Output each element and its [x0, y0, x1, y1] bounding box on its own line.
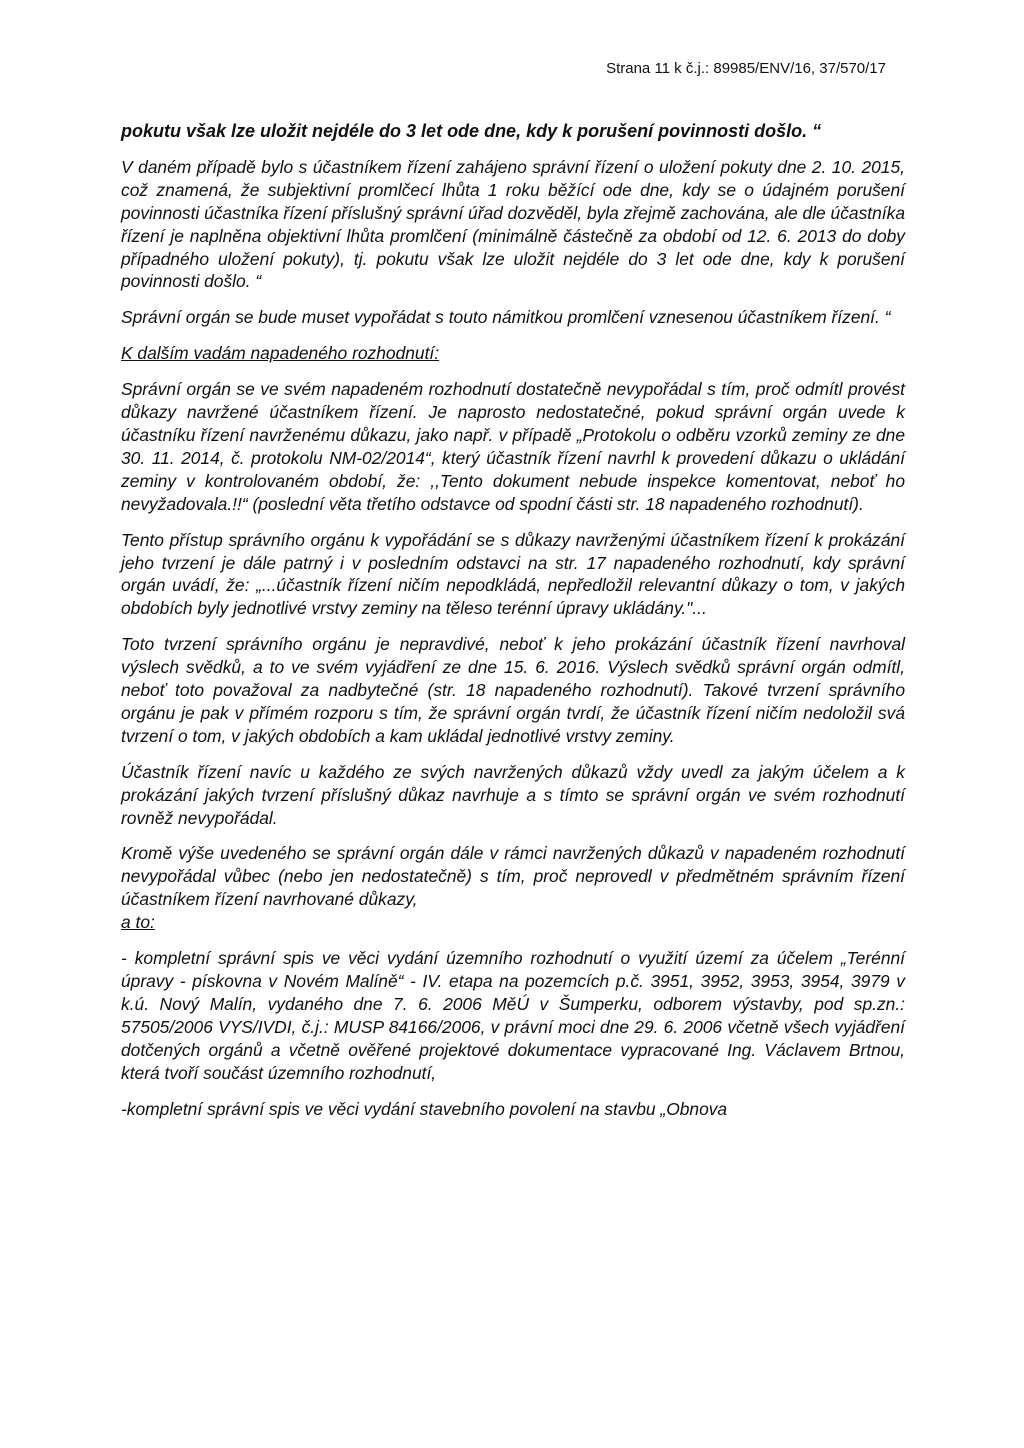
paragraph-approach-to-evidence: Tento přístup správního orgánu k vypořádání se s důkazy navrženými účastníkem řízení k prokázání jeho tvrzení je dále patrný i v posledním odstavci na str. 17 napadeného rozhodnutí, kdy správní orgán uvádí, že: „...účastník řízení ničím nepodkládá, nepředložil relevantní důkazy o tom, v jakých obdobích byly jednotlivé vrstvy zeminy na těleso terénní úpravy ukládány."...: [121, 529, 905, 619]
section-heading-other-defects: K dalším vadám napadeného rozhodnutí:: [121, 343, 440, 364]
document-body: [121, 120, 905, 1120]
paragraph-claim-untrue: Toto tvrzení správního orgánu je nepravdivé, neboť k jeho prokázání účastník řízení navrhoval výslech svědků, a to ve svém vyjádření ze dne 15. 6. 2016. Výslech svědků správní orgán odmítl, neboť toto považoval za nadbytečné (str. 18 napadeného rozhodnutí). Takové tvrzení správního orgánu je pak v přímém rozporu s tím, že správní orgán tvrdí, že účastník řízení ničím nedoložil svá tvrzení o tom, v jakých obdobích a kam ukládal jednotlivé vrstvy zeminy.: [121, 634, 905, 746]
paragraph-purpose-of-evidence: Účastník řízení navíc u každého ze svých navržených důkazů vždy uvedl za jakým účelem a k prokázání jakých tvrzení příslušný důkaz navrhuje a s tímto se správní orgán ve svém rozhodnutí rovněž nevypořádal.: [121, 761, 905, 828]
list-item-zoning-file: - kompletní správní spis ve věci vydání územního rozhodnutí o využití území za účelem „Terénní úpravy - pískovna v Novém Malíně“ - IV. etapa na pozemcích p.č. 3951, 3952, 3953, 3954, 3979 v k.ú. Nový Malín, vydaného dne 7. 6. 2006 MěÚ v Šumperku, odborem výstavby, pod sp.zn.: 57505/2006 VYS/IVDI, č.j.: MUSP 84166/2006, v právní moci dne 29. 6. 2006 včetně všech vyjádření dotčených orgánů a včetně ověřené projektové dokumentace vypracované Ing. Václavem Brtnou, která tvoří součást územního rozhodnutí,: [121, 948, 905, 1083]
page-reference-header: Strana 11 k č.j.: 89985/ENV/16, 37/570/17: [606, 60, 886, 77]
paragraph-list-intro: a to:: [121, 912, 155, 933]
paragraph-evidence-refused: Správní orgán se ve svém napadeném rozhodnutí dostatečně nevypořádal s tím, proč odmítl provést důkazy navržené účastníkem řízení. Je naprosto nedostatečné, pokud správní orgán uvede k účastníku řízení navrženému důkazu, jako např. v případě „Protokolu o odběru vzorků zeminy ze dne 30. 11. 2014, č. protokolu NM-02/2014“, který účastník řízení navrhl k provedení důkazu o ukládání zeminy v kontrolovaném období, že: ,,Tento dokument nebude inspekce komentovat, neboť ho nevyžadovala.!!“ (poslední věta třetího odstavce od spodní části str. 18 napadeného rozhodnutí).: [121, 379, 905, 514]
paragraph-authority-must-address: Správní orgán se bude muset vypořádat s touto námitkou promlčení vznesenou účastníkem řízení. “: [121, 307, 891, 328]
paragraph-statute-limitation: V daném případě bylo s účastníkem řízení zahájeno správní řízení o uložení pokuty dne 2. 10. 2015, což znamená, že subjektivní promlčecí lhůta 1 roku běžící ode dne, kdy se o údajném porušení povinnosti účastníka řízení příslušný správní úřad dozvěděl, byla zřejmě zachována, ale dle účastníka řízení je naplněna objektivní lhůta promlčení (minimálně částečně za období od 12. 6. 2013 do doby případného uložení pokuty), tj. pokutu však lze uložit nejdéle do 3 let ode dne, kdy k porušení povinnosti došlo. “: [121, 156, 905, 292]
paragraph-quote-end: pokutu však lze uložit nejdéle do 3 let ode dne, kdy k porušení povinnosti došlo. “: [121, 121, 822, 141]
list-item-building-permit-file: -kompletní správní spis ve věci vydání stavebního povolení na stavbu „Obnova: [121, 1098, 728, 1119]
paragraph-unaddressed-evidence: Kromě výše uvedeného se správní orgán dále v rámci navržených důkazů v napadeném rozhodnutí nevypořádal vůbec (nebo jen nedostatečně) s tím, proč neprovedl v předmětném správním řízení účastníkem řízení navrhované důkazy,: [121, 843, 905, 910]
